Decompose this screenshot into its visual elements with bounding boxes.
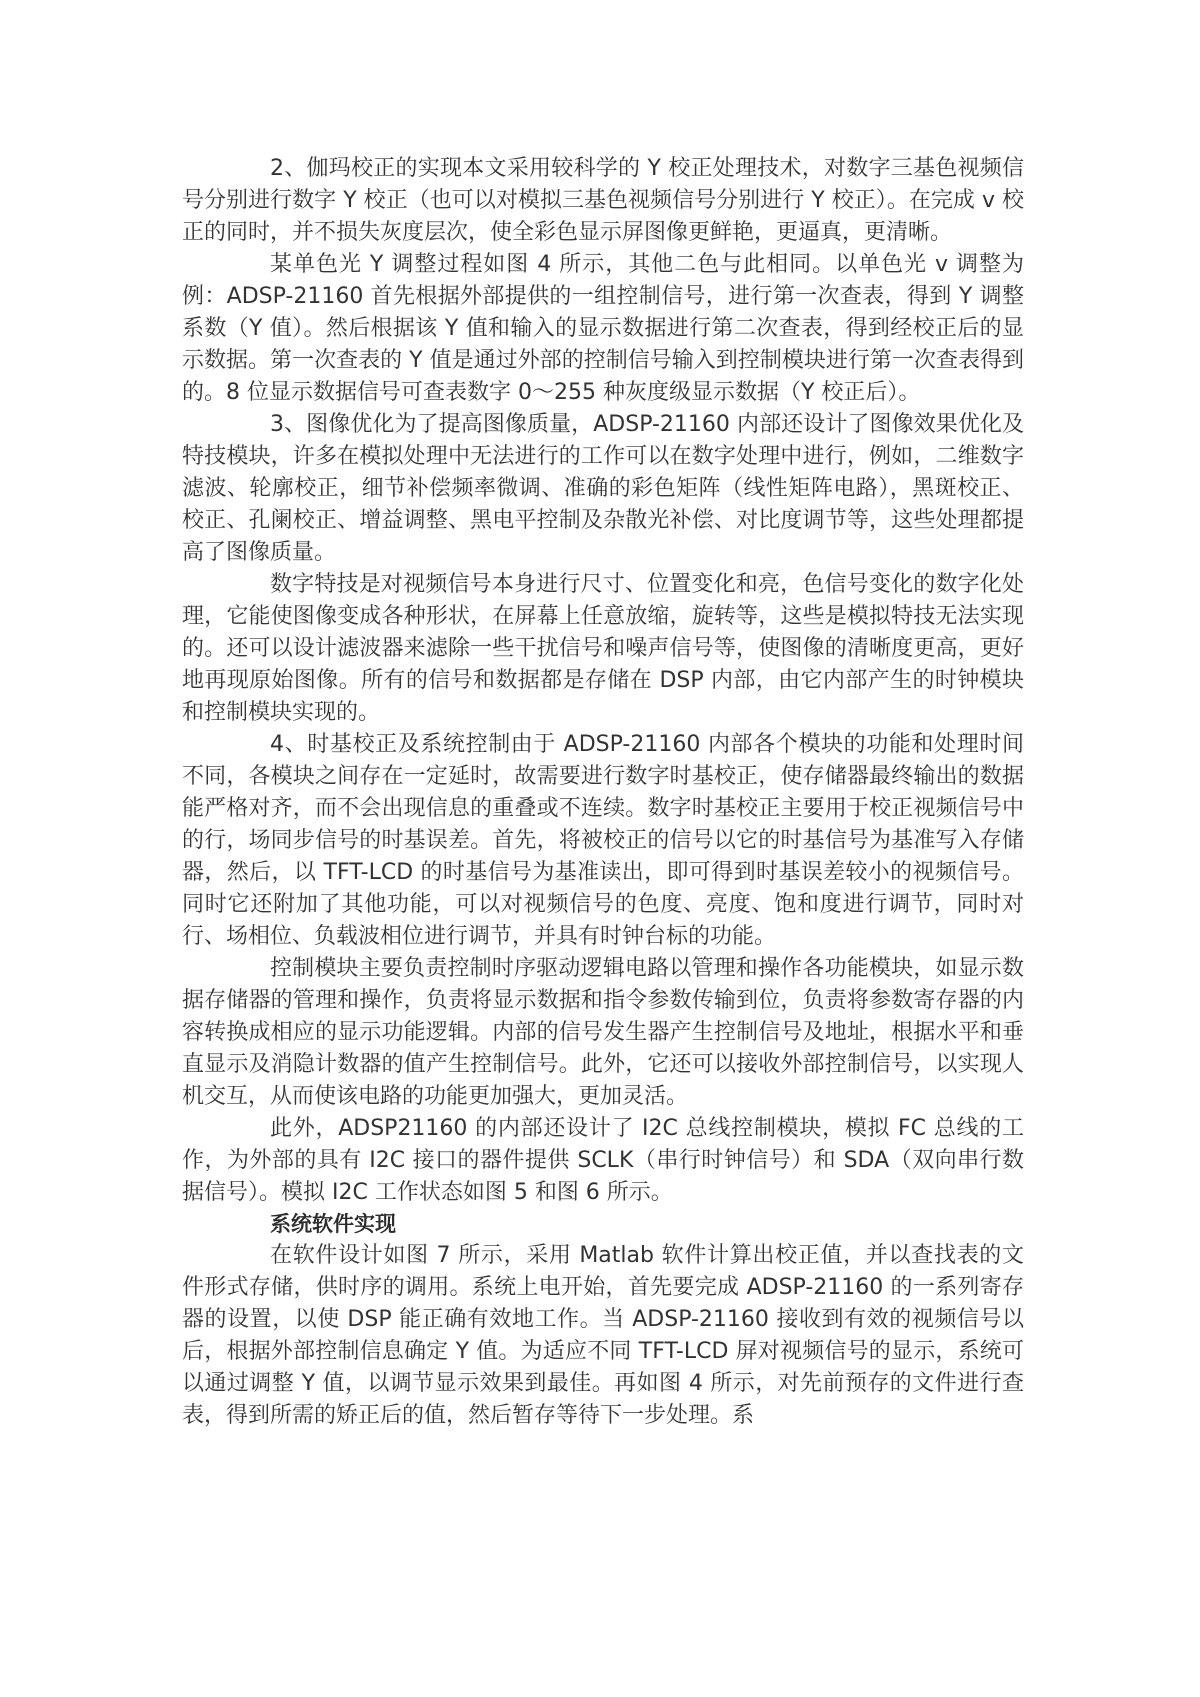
paragraph-control-module: 控制模块主要负责控制时序驱动逻辑电路以管理和操作各功能模块，如显示数据存储器的管理和操作，负责将显示数据和指令参数传输到位，负责将参数寄存器的内容转换成相应的显示功能逻辑。内部的信号发生器产生控制信号及地址，根据水平和垂直显示及消隐计数器的值产生控制信号。此外，它还可以接收外部控制信号，以实现人机交互，从而使该电路的功能更加强大，更加灵活。 [182, 956, 1024, 1109]
paragraph-image-optimization: 3、图像优化为了提高图像质量，ADSP-21160 内部还设计了图像效果优化及特技模块，许多在模拟处理中无法进行的工作可以在数字处理中进行，例如，二维数字滤波、轮廓校正，细节补偿频率微调、准确的彩色矩阵（线性矩阵电路），黑斑校正、校正、孔阑校正、增益调整、黑电平控制及杂散光补偿、对比度调节等，这些处理都提高了图像质量。 [182, 412, 1024, 565]
paragraph-single-color-adjustment: 某单色光 Y 调整过程如图 4 所示，其他二色与此相同。以单色光 v 调整为例：ADSP-21160 首先根据外部提供的一组控制信号，进行第一次查表，得到 Y 调整系数（Y 值）。然后根据该 Y 值和输入的显示数据进行第二次查表，得到经校正后的显示数据。第一次查表的 Y 值是通过外部的控制信号输入到控制模块进行第一次查表得到的。8 位显示数据信号可查表数字 0～255 种灰度级显示数据（Y 校正后）。 [182, 252, 1024, 405]
paragraph-software-design: 在软件设计如图 7 所示，采用 Matlab 软件计算出校正值，并以查找表的文件形式存储，供时序的调用。系统上电开始，首先要完成 ADSP-21160 的一系列寄存器的设置，以使 DSP 能正确有效地工作。当 ADSP-21160 接收到有效的视频信号以后，根据外部控制信息确定 Y 值。为适应不同 TFT-LCD 屏对视频信号的显示，系统可以通过调整 Y 值，以调节显示效果到最佳。再如图 4 所示，对先前预存的文件进行查表，得到所需的矫正后的值，然后暂存等待下一步处理。系 [182, 1243, 1024, 1428]
paragraph-digital-effects: 数字特技是对视频信号本身进行尺寸、位置变化和亮，色信号变化的数字化处理，它能使图像变成各种形状，在屏幕上任意放缩，旋转等，这些是模拟特技无法实现的。还可以设计滤波器来滤除一些干扰信号和噪声信号等，使图像的清晰度更高，更好地再现原始图像。所有的信号和数据都是存储在 DSP 内部，由它内部产生的时钟模块和控制模块实现的。 [182, 572, 1024, 725]
paragraph-i2c-bus: 此外，ADSP21160 的内部还设计了 I2C 总线控制模块，模拟 FC 总线的工作，为外部的具有 I2C 接口的器件提供 SCLK（串行时钟信号）和 SDA（双向串行数据信号）。模拟 I2C 工作状态如图 5 和图 6 所示。 [182, 1116, 1024, 1205]
section-heading-software: 系统软件实现 [270, 1212, 396, 1236]
paragraph-timebase-correction: 4、时基校正及系统控制由于 ADSP-21160 内部各个模块的功能和处理时间不同，各模块之间存在一定延时，故需要进行数字时基校正，使存储器最终输出的数据能严格对齐，而不会出现信息的重叠或不连续。数字时基校正主要用于校正视频信号中的行，场同步信号的时基误差。首先，将被校正的信号以它的时基信号为基准写入存储器，然后，以 TFT-LCD 的时基信号为基准读出，即可得到时基误差较小的视频信号。同时它还附加了其他功能，可以对视频信号的色度、亮度、饱和度进行调节，同时对行、场相位、负载波相位进行调节，并具有时钟台标的功能。 [182, 732, 1024, 949]
document-page [182, 153, 1024, 1432]
paragraph-gamma-correction: 2、伽玛校正的实现本文采用较科学的 Y 校正处理技术，对数字三基色视频信号分别进行数字 Y 校正（也可以对模拟三基色视频信号分别进行 Y 校正）。在完成 v 校正的同时，并不损失灰度层次，使全彩色显示屏图像更鲜艳，更逼真，更清晰。 [182, 156, 1024, 245]
